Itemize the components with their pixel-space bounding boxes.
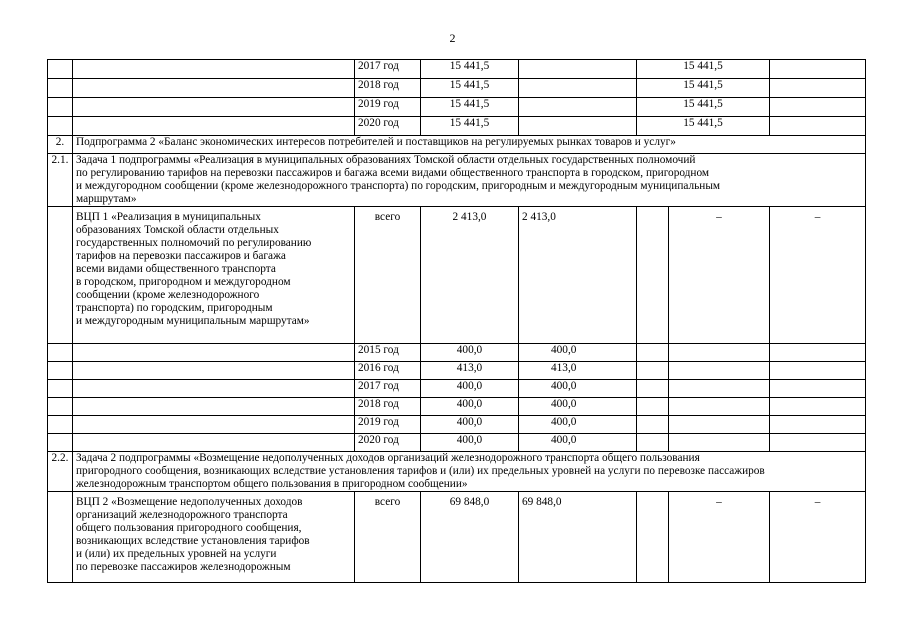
year-cell: 2019 год [355,416,421,434]
value-cell: 69 848,0 [519,492,637,583]
year-cell: 2020 год [355,117,421,136]
total-cell: 413,0 [421,362,519,380]
subprogram-row [48,136,866,154]
value-cell: 400,0 [519,344,637,362]
dash-cell: – [669,492,770,583]
total-cell: 69 848,0 [421,492,519,583]
year-cell: 2015 год [355,344,421,362]
value-cell: 15 441,5 [637,117,770,136]
total-cell: 400,0 [421,344,519,362]
total-cell: 2 413,0 [421,207,519,344]
table-row [48,98,866,117]
task-line: Задача 2 подпрограммы «Возмещение недополученных доходов организаций железнодорожного транспорта общего пользования [76,452,700,464]
value-cell: 413,0 [519,362,637,380]
budget-table [47,59,866,583]
total-cell: 400,0 [421,398,519,416]
program-description: ВЦП 1 «Реализация в муниципальных образованиях Томской области отдельных государственных полномочий по регулированию тарифов на перевозки пассажиров и багажа всеми видами общественного транспорта в городском, пригородном и междугородном сообщении (кроме железнодорожного транспорта) по городским, пригородным и междугородным муниципальным маршрутам» [73,207,355,344]
task-row [48,452,866,492]
program-description: ВЦП 2 «Возмещение недополученных доходов организаций железнодорожного транспорта общего пользования пригородного сообщения, возникающих вследствие установления тарифов и (или) их предельных уровней на услуги по перевозке пассажиров железнодорожным [73,492,355,583]
row-number: 2. [48,136,73,154]
total-cell: 15 441,5 [421,79,519,98]
program-row [48,207,866,344]
table-row [48,117,866,136]
value-cell: 400,0 [519,380,637,398]
task-description [73,452,866,492]
task-row [48,154,866,207]
table-row [48,380,866,398]
value-cell: 15 441,5 [637,60,770,79]
task-line: пригородного сообщения, возникающих вследствие установления тарифов и (или) их предельных уровней на услуги по перевозке пассажиров [76,465,765,477]
period-cell: всего [355,492,421,583]
table-row [48,362,866,380]
row-number: 2.1. [48,154,73,207]
task-line: Задача 1 подпрограммы «Реализация в муниципальных образованиях Томской области отдельных государственных полномочий [76,154,696,166]
task-line: маршрутам» [76,193,137,205]
value-cell: 15 441,5 [637,98,770,117]
year-cell: 2018 год [355,398,421,416]
table-row [48,79,866,98]
year-cell: 2019 год [355,98,421,117]
value-cell: 400,0 [519,434,637,452]
task-line: и междугородном сообщении (кроме железнодорожного транспорта) по городским, пригородным и междугородным муниципальным [76,180,721,192]
table-row [48,398,866,416]
year-cell: 2018 год [355,79,421,98]
dash-cell: – [770,492,866,583]
subprogram-title: Подпрограмма 2 «Баланс экономических интересов потребителей и поставщиков на регулируемых рынках товаров и услуг» [73,136,866,154]
total-cell: 400,0 [421,416,519,434]
value-cell: 2 413,0 [519,207,637,344]
row-number: 2.2. [48,452,73,492]
total-cell: 400,0 [421,380,519,398]
task-description [73,154,866,207]
year-cell: 2017 год [355,380,421,398]
total-cell: 15 441,5 [421,98,519,117]
year-cell: 2016 год [355,362,421,380]
task-line: по регулированию тарифов на перевозки пассажиров и багажа всеми видами общественного транспорта в городском, пригородном [76,167,710,179]
table-row [48,344,866,362]
total-cell: 15 441,5 [421,117,519,136]
page-number: 2 [449,31,456,45]
value-cell: 400,0 [519,416,637,434]
total-cell: 400,0 [421,434,519,452]
task-line: железнодорожным транспортом общего пользования в пригородном сообщении» [76,478,468,490]
value-cell: 400,0 [519,398,637,416]
total-cell: 15 441,5 [421,60,519,79]
program-row [48,492,866,583]
dash-cell: – [669,207,770,344]
table-row [48,416,866,434]
value-cell: 15 441,5 [637,79,770,98]
year-cell: 2017 год [355,60,421,79]
period-cell: всего [355,207,421,344]
year-cell: 2020 год [355,434,421,452]
table-row [48,60,866,79]
dash-cell: – [770,207,866,344]
table-row [48,434,866,452]
